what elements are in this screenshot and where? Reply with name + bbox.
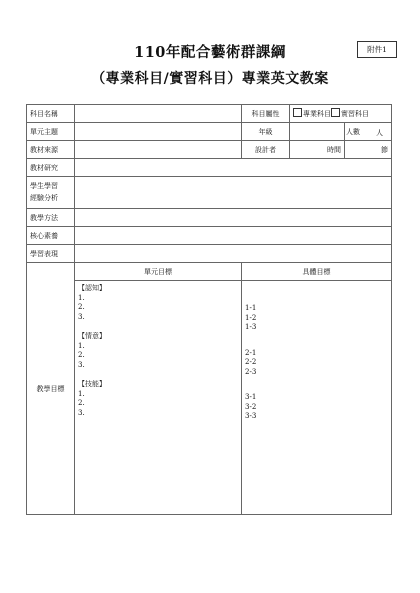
goal-item: 1. bbox=[78, 293, 85, 302]
practical-subject-checkbox[interactable] bbox=[331, 108, 340, 117]
student-experience-label-line2: 經驗分析 bbox=[30, 193, 58, 202]
practical-subject-label: 實習科目 bbox=[341, 110, 370, 118]
material-research-label: 教材研究 bbox=[27, 159, 75, 177]
teaching-goals-label: 教學目標 bbox=[27, 263, 75, 515]
goal-category-cognitive: 【認知】 bbox=[78, 284, 106, 292]
professional-subject-label: 專業科目 bbox=[303, 110, 332, 118]
goal-item: 3. bbox=[78, 360, 85, 369]
student-experience-label-line1: 學生學習 bbox=[30, 181, 58, 190]
unit-goals-content[interactable] bbox=[75, 281, 242, 515]
learning-performance-label: 學習表現 bbox=[27, 245, 75, 263]
student-experience-field[interactable] bbox=[75, 177, 392, 209]
specific-goals-header: 具體目標 bbox=[242, 263, 392, 281]
goal-category-skill: 【技能】 bbox=[78, 380, 106, 388]
goal-category-affective: 【情意】 bbox=[78, 332, 106, 340]
specific-goal-item: 3-1 bbox=[245, 393, 257, 401]
specific-goal-item: 3-2 bbox=[245, 402, 257, 411]
unit-topic-label: 單元主題 bbox=[27, 123, 75, 141]
student-experience-label bbox=[27, 177, 75, 209]
headcount-label: 人數 bbox=[346, 127, 361, 136]
subject-attr-options bbox=[290, 105, 392, 123]
teaching-method-label: 教學方法 bbox=[27, 209, 75, 227]
goal-item: 2. bbox=[78, 303, 85, 311]
headcount-unit: 人 bbox=[376, 129, 383, 137]
specific-goal-item: 2-1 bbox=[245, 348, 257, 357]
goal-item: 3. bbox=[78, 312, 85, 321]
goal-item: 2. bbox=[78, 351, 85, 359]
grade-field[interactable] bbox=[290, 123, 345, 141]
goal-item: 1. bbox=[78, 341, 85, 350]
teaching-method-field[interactable] bbox=[75, 209, 392, 227]
goal-item: 1. bbox=[78, 389, 85, 398]
core-literacy-label: 核心素養 bbox=[27, 227, 75, 245]
material-source-label: 教材來源 bbox=[27, 141, 75, 159]
material-source-field[interactable] bbox=[75, 141, 242, 159]
time-unit: 節 bbox=[345, 141, 392, 159]
specific-goals-content[interactable] bbox=[242, 281, 392, 515]
page-title: 110年配合藝術群課綱 bbox=[134, 44, 286, 61]
specific-goal-item: 3-3 bbox=[245, 412, 257, 420]
annex-label: 附件1 bbox=[357, 41, 397, 58]
learning-performance-field[interactable] bbox=[75, 245, 392, 263]
core-literacy-field[interactable] bbox=[75, 227, 392, 245]
headcount-cell bbox=[345, 123, 392, 141]
time-label: 時間 bbox=[290, 141, 345, 159]
specific-goal-item: 1-3 bbox=[245, 323, 257, 331]
specific-goal-item: 1-2 bbox=[245, 313, 257, 322]
page-subtitle: （專業科目/實習科目）專業英文教案 bbox=[91, 71, 329, 87]
lesson-plan-table bbox=[26, 104, 392, 515]
unit-topic-field[interactable] bbox=[75, 123, 242, 141]
material-research-field[interactable] bbox=[75, 159, 392, 177]
specific-goal-item: 2-2 bbox=[245, 358, 257, 366]
subject-attr-label: 科目屬性 bbox=[242, 105, 290, 123]
subject-name-field[interactable] bbox=[75, 105, 242, 123]
professional-subject-checkbox[interactable] bbox=[293, 108, 302, 117]
goal-item: 2. bbox=[78, 399, 85, 407]
subject-name-label: 科目名稱 bbox=[27, 105, 75, 123]
unit-goals-header: 單元目標 bbox=[75, 263, 242, 281]
goal-item: 3. bbox=[78, 408, 85, 417]
specific-goal-item: 1-1 bbox=[245, 304, 257, 312]
grade-label: 年級 bbox=[242, 123, 290, 141]
designer-label: 設計者 bbox=[242, 141, 290, 159]
specific-goal-item: 2-3 bbox=[245, 367, 257, 376]
